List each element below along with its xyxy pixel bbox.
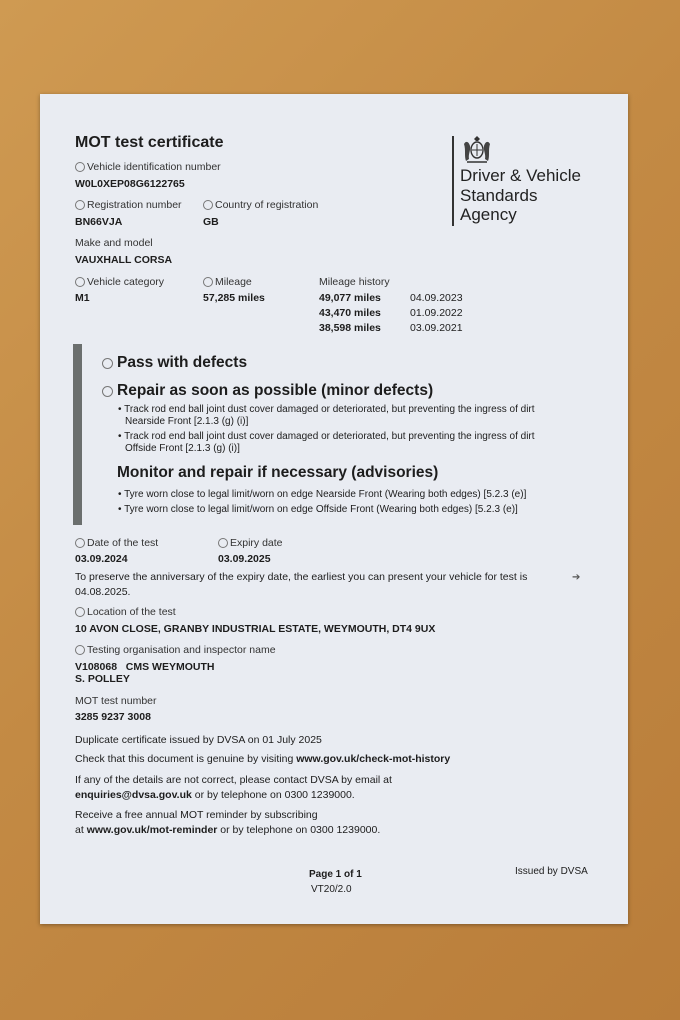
logo-line-3: Agency bbox=[460, 205, 517, 224]
history-date-3: 03.09.2021 bbox=[410, 322, 463, 334]
advisories-list bbox=[118, 487, 526, 517]
arrow-right-icon: ➔ bbox=[572, 572, 581, 583]
organisation-label: Testing organisation and inspector name bbox=[75, 644, 276, 656]
minor-defects-list bbox=[118, 404, 535, 455]
logo-line-1: Driver & Vehicle bbox=[460, 166, 581, 185]
inspector-value: S. POLLEY bbox=[75, 673, 130, 685]
mot-certificate-page bbox=[40, 94, 628, 924]
contact-notice: If any of the details are not correct, please contact DVSA by email at enquiries@dvsa.gov.uk or by telephone on 0300 1239000. bbox=[75, 774, 392, 801]
reminder-notice: Receive a free annual MOT reminder by subscribing at www.gov.uk/mot-reminder or by telephone on 0300 1239000. bbox=[75, 809, 381, 836]
make-value: VAUXHALL CORSA bbox=[75, 254, 173, 266]
registration-label: Registration number bbox=[75, 199, 182, 211]
expiry-date-label: Expiry date bbox=[218, 537, 283, 549]
check-mot-link: www.gov.uk/check-mot-history bbox=[296, 753, 451, 765]
logo-divider bbox=[452, 136, 454, 226]
page-number: Page 1 of 1 bbox=[309, 869, 362, 880]
category-label: Vehicle category bbox=[75, 276, 164, 288]
list-item: • Tyre worn close to legal limit/worn on edge Nearside Front (Wearing both edges) [5.2.3 (e)] bbox=[118, 489, 527, 500]
location-label: Location of the test bbox=[75, 606, 176, 618]
list-item: • Track rod end ball joint dust cover damaged or deteriorated, but preventing the ingress of dirt bbox=[118, 404, 535, 415]
vin-label: Vehicle identification number bbox=[75, 161, 221, 173]
category-value: M1 bbox=[75, 292, 90, 304]
list-item: • Track rod end ball joint dust cover damaged or deteriorated, but preventing the ingress of dirt bbox=[118, 431, 535, 442]
country-label: Country of registration bbox=[203, 199, 318, 211]
list-item-detail: Nearside Front [2.1.3 (g) (i)] bbox=[125, 416, 249, 427]
test-date-label: Date of the test bbox=[75, 537, 158, 549]
minor-defects-heading: Repair as soon as possible (minor defects) bbox=[102, 382, 433, 400]
contact-email: enquiries@dvsa.gov.uk bbox=[75, 789, 192, 801]
royal-crest-icon bbox=[460, 134, 494, 164]
test-number-label: MOT test number bbox=[75, 695, 157, 707]
advisories-heading: Monitor and repair if necessary (advisories) bbox=[117, 464, 439, 481]
make-label: Make and model bbox=[75, 237, 153, 249]
history-miles-3: 38,598 miles bbox=[319, 322, 381, 334]
check-genuine-notice: Check that this document is genuine by visiting www.gov.uk/check-mot-history bbox=[75, 753, 451, 765]
form-version: VT20/2.0 bbox=[311, 884, 352, 895]
organisation-value: V108068 CMS WEYMOUTH bbox=[75, 661, 215, 673]
history-miles-2: 43,470 miles bbox=[319, 307, 381, 319]
dvsa-logo-text bbox=[460, 166, 581, 225]
expiry-date-value: 03.09.2025 bbox=[218, 553, 271, 565]
reminder-link: www.gov.uk/mot-reminder bbox=[86, 824, 218, 836]
history-date-1: 04.09.2023 bbox=[410, 292, 463, 304]
registration-value: BN66VJA bbox=[75, 216, 123, 228]
history-date-2: 01.09.2022 bbox=[410, 307, 463, 319]
mileage-history-label: Mileage history bbox=[319, 276, 390, 288]
vin-value: W0L0XEP08G6122765 bbox=[75, 178, 185, 190]
result-side-bar bbox=[73, 344, 82, 525]
page-title: MOT test certificate bbox=[75, 134, 224, 151]
test-number-value: 3285 9237 3008 bbox=[75, 711, 151, 723]
test-date-value: 03.09.2024 bbox=[75, 553, 128, 565]
mileage-value: 57,285 miles bbox=[203, 292, 265, 304]
issued-by: Issued by DVSA bbox=[515, 866, 588, 877]
result-heading: Pass with defects bbox=[102, 354, 247, 372]
country-value: GB bbox=[203, 216, 219, 228]
logo-line-2: Standards bbox=[460, 185, 538, 205]
list-item-detail: Offside Front [2.1.3 (g) (i)] bbox=[125, 443, 240, 454]
preserve-anniversary-note: To preserve the anniversary of the expiry date, the earliest you can present your vehicle for test is 04.08.2025. bbox=[75, 571, 528, 598]
list-item: • Tyre worn close to legal limit/worn on edge Offside Front (Wearing both edges) [5.2.3 (e)] bbox=[118, 504, 518, 515]
duplicate-notice: Duplicate certificate issued by DVSA on 01 July 2025 bbox=[75, 734, 322, 746]
history-miles-1: 49,077 miles bbox=[319, 292, 381, 304]
location-value: 10 AVON CLOSE, GRANBY INDUSTRIAL ESTATE, WEYMOUTH, DT4 9UX bbox=[75, 623, 436, 635]
mileage-label: Mileage bbox=[203, 276, 252, 288]
